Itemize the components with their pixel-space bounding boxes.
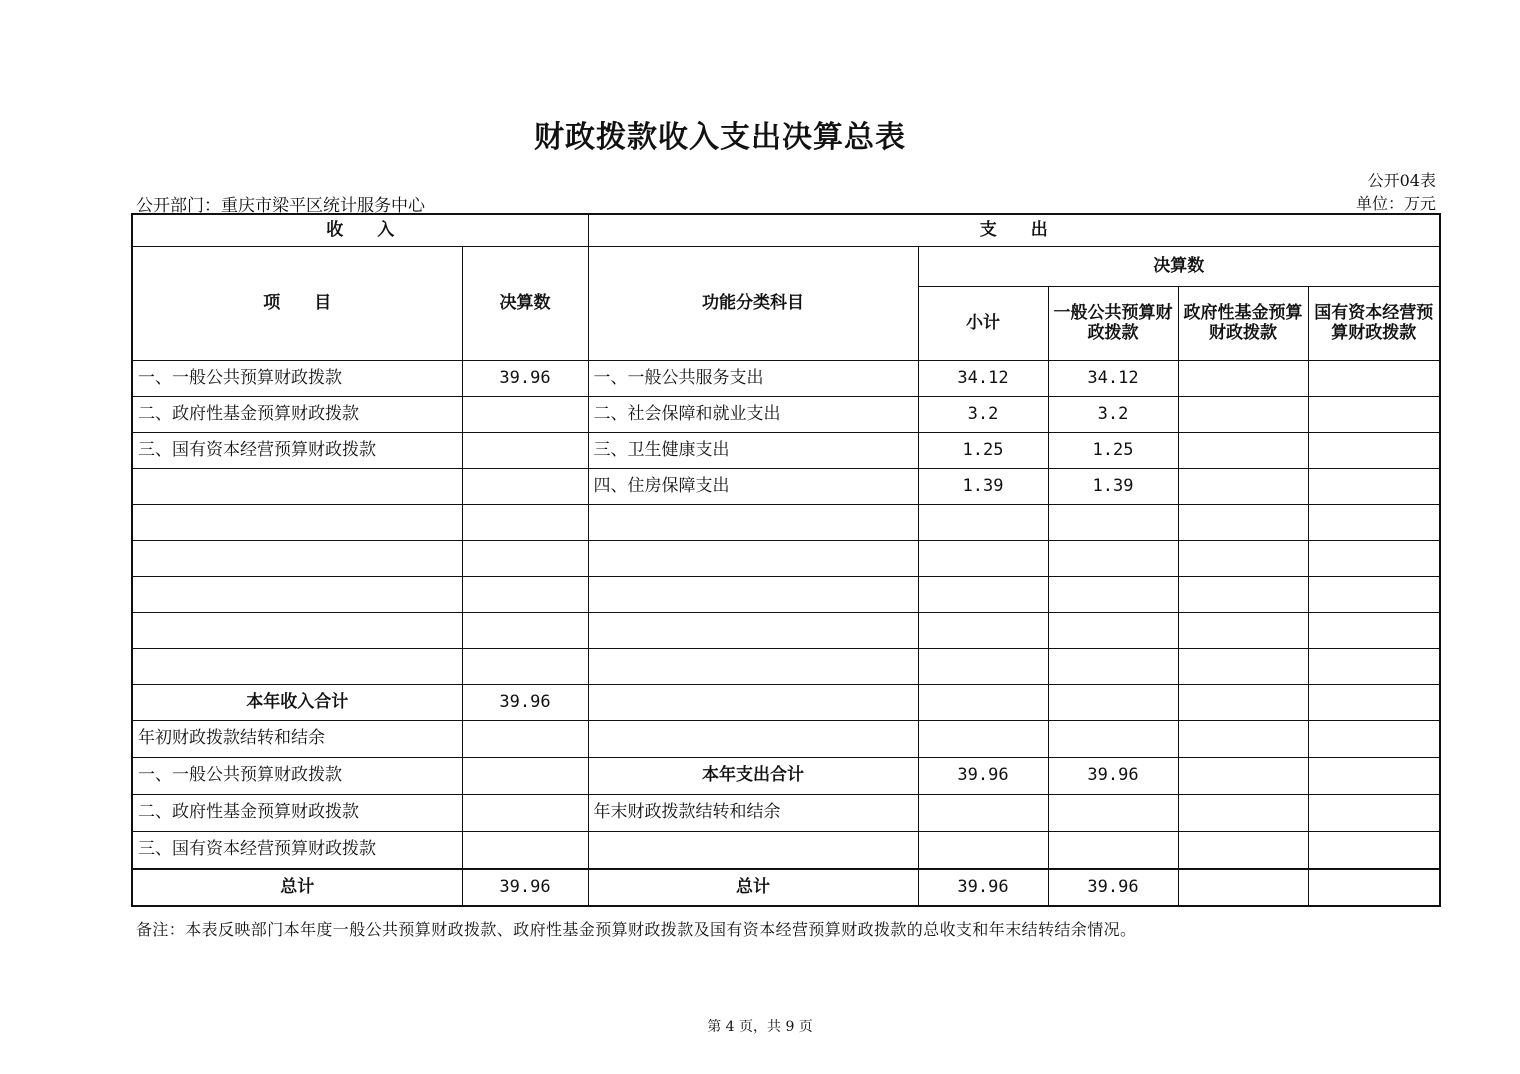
table-row (132, 397, 1440, 433)
expense-item: 年末财政拨款结转和结余 (588, 795, 918, 832)
expense-item: 三、卫生健康支出 (588, 433, 918, 469)
expense-item: 一、一般公共服务支出 (588, 361, 918, 397)
income-item: 二、政府性基金预算财政拨款 (132, 397, 462, 433)
income-amount (462, 758, 588, 795)
subtotal-value (918, 577, 1048, 613)
income-amount (462, 397, 588, 433)
income-amount (462, 577, 588, 613)
fund-value (1178, 795, 1308, 832)
capital-value (1308, 541, 1440, 577)
subtotal-value (918, 505, 1048, 541)
fund-value (1178, 613, 1308, 649)
expense-item (588, 613, 918, 649)
capital-value (1308, 721, 1440, 758)
general-value: 1.39 (1048, 469, 1178, 505)
subtotal-value (918, 685, 1048, 721)
expense-header: 支 出 (588, 214, 1440, 247)
subtotal-value: 1.25 (918, 433, 1048, 469)
income-amount (462, 832, 588, 870)
table-row (132, 869, 1440, 906)
income-item (132, 541, 462, 577)
table-row (132, 505, 1440, 541)
capital-value (1308, 832, 1440, 870)
income-amount (462, 541, 588, 577)
fund-value (1178, 758, 1308, 795)
expense-item (588, 721, 918, 758)
table-row (132, 541, 1440, 577)
capital-value (1308, 577, 1440, 613)
capital-value (1308, 758, 1440, 795)
expense-item: 总计 (588, 869, 918, 906)
general-value (1048, 832, 1178, 870)
capital-value (1308, 361, 1440, 397)
final-amount-header: 决算数 (918, 247, 1440, 287)
table-row (132, 721, 1440, 758)
general-value (1048, 721, 1178, 758)
general-value (1048, 649, 1178, 685)
amount-header: 决算数 (462, 247, 588, 361)
subtotal-value: 39.96 (918, 869, 1048, 906)
expense-item: 四、住房保障支出 (588, 469, 918, 505)
expense-item (588, 832, 918, 870)
capital-value (1308, 649, 1440, 685)
general-value: 1.25 (1048, 433, 1178, 469)
expense-item: 本年支出合计 (588, 758, 918, 795)
income-amount (462, 433, 588, 469)
subtotal-value: 3.2 (918, 397, 1048, 433)
income-header: 收 入 (132, 214, 588, 247)
expense-item (588, 541, 918, 577)
general-value (1048, 505, 1178, 541)
subtotal-value (918, 721, 1048, 758)
income-item: 一、一般公共预算财政拨款 (132, 361, 462, 397)
income-amount (462, 795, 588, 832)
income-item (132, 649, 462, 685)
income-item (132, 613, 462, 649)
table-row (132, 649, 1440, 685)
capital-value (1308, 795, 1440, 832)
income-amount (462, 721, 588, 758)
capital-value (1308, 397, 1440, 433)
fund-value (1178, 541, 1308, 577)
income-amount (462, 613, 588, 649)
income-item: 三、国有资本经营预算财政拨款 (132, 433, 462, 469)
income-amount (462, 505, 588, 541)
table-row (132, 795, 1440, 832)
fund-value (1178, 361, 1308, 397)
fund-value (1178, 577, 1308, 613)
table-row (132, 469, 1440, 505)
income-amount (462, 649, 588, 685)
expense-item: 二、社会保障和就业支出 (588, 397, 918, 433)
subtotal-value: 39.96 (918, 758, 1048, 795)
department-label: 公开部门：重庆市梁平区统计服务中心 (136, 196, 425, 216)
form-number: 公开04表 (1367, 171, 1436, 190)
func-class-header: 功能分类科目 (588, 247, 918, 361)
subtotal-value (918, 613, 1048, 649)
general-value (1048, 685, 1178, 721)
fund-value (1178, 869, 1308, 906)
fund-value (1178, 397, 1308, 433)
income-item (132, 469, 462, 505)
capital-value (1308, 613, 1440, 649)
general-value: 34.12 (1048, 361, 1178, 397)
subtotal-value: 34.12 (918, 361, 1048, 397)
table-row (132, 577, 1440, 613)
expense-item (588, 577, 918, 613)
capital-value (1308, 869, 1440, 906)
income-amount (462, 469, 588, 505)
table-note: 备注：本表反映部门本年度一般公共预算财政拨款、政府性基金预算财政拨款及国有资本经营预算财政拨款的总收支和年末结转结余情况。 (136, 920, 1137, 939)
income-item (132, 505, 462, 541)
general-value (1048, 541, 1178, 577)
subtotal-value (918, 649, 1048, 685)
table-row (132, 832, 1440, 870)
fund-value (1178, 505, 1308, 541)
table-row (132, 685, 1440, 721)
general-value: 39.96 (1048, 869, 1178, 906)
expense-item (588, 505, 918, 541)
subtotal-header: 小计 (918, 287, 1048, 361)
appropriation-table (131, 213, 1441, 907)
state-capital-header: 国有资本经营预算财政拨款 (1308, 287, 1440, 361)
income-item: 一、一般公共预算财政拨款 (132, 758, 462, 795)
expense-item (588, 649, 918, 685)
fund-value (1178, 721, 1308, 758)
income-amount: 39.96 (462, 361, 588, 397)
income-amount: 39.96 (462, 869, 588, 906)
capital-value (1308, 505, 1440, 541)
subtotal-value (918, 795, 1048, 832)
income-item: 本年收入合计 (132, 685, 462, 721)
expense-item (588, 685, 918, 721)
income-item: 年初财政拨款结转和结余 (132, 721, 462, 758)
fund-value (1178, 433, 1308, 469)
unit-label: 单位：万元 (1355, 194, 1436, 213)
general-value (1048, 795, 1178, 832)
fund-value (1178, 685, 1308, 721)
fund-value (1178, 649, 1308, 685)
capital-value (1308, 433, 1440, 469)
income-item (132, 577, 462, 613)
table-row (132, 613, 1440, 649)
fund-value (1178, 469, 1308, 505)
page-footer: 第 4 页，共 9 页 (707, 1019, 813, 1035)
general-value: 3.2 (1048, 397, 1178, 433)
income-item: 二、政府性基金预算财政拨款 (132, 795, 462, 832)
gov-fund-header: 政府性基金预算财政拨款 (1178, 287, 1308, 361)
item-header: 项 目 (132, 247, 462, 361)
subtotal-value (918, 541, 1048, 577)
page-title: 财政拨款收入支出决算总表 (534, 120, 906, 155)
capital-value (1308, 469, 1440, 505)
table-row (132, 433, 1440, 469)
subtotal-value (918, 832, 1048, 870)
general-value: 39.96 (1048, 758, 1178, 795)
table-row (132, 758, 1440, 795)
general-value (1048, 613, 1178, 649)
income-amount: 39.96 (462, 685, 588, 721)
general-budget-header: 一般公共预算财政拨款 (1048, 287, 1178, 361)
subtotal-value: 1.39 (918, 469, 1048, 505)
income-item: 总计 (132, 869, 462, 906)
general-value (1048, 577, 1178, 613)
income-item: 三、国有资本经营预算财政拨款 (132, 832, 462, 870)
table-row (132, 361, 1440, 397)
capital-value (1308, 685, 1440, 721)
fund-value (1178, 832, 1308, 870)
